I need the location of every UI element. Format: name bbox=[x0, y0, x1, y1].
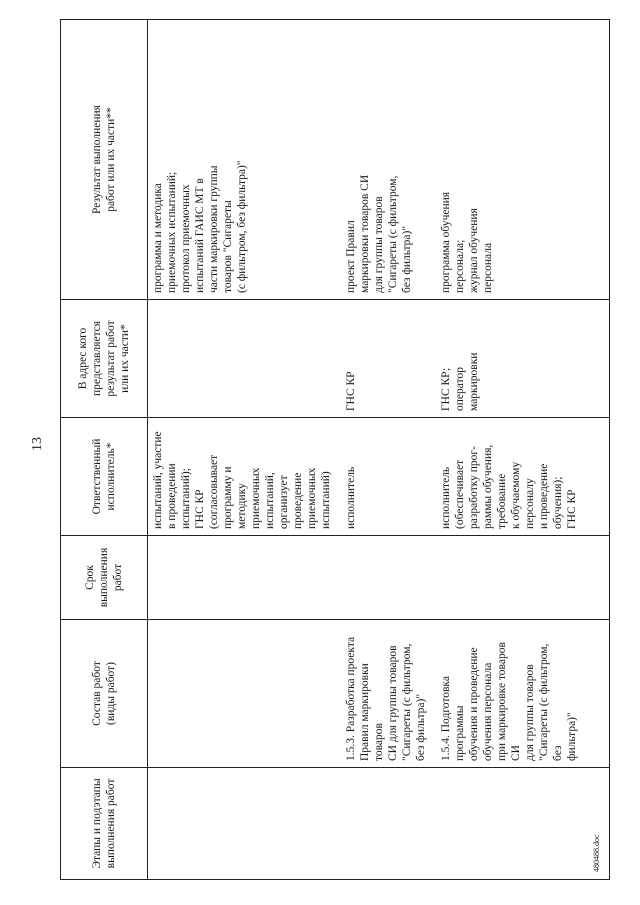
table-row bbox=[148, 20, 342, 880]
cell-composition: 1.5.3. Разработка проекта Правил маркировки товаров СИ для группы товаров "Сигареты (с фильтром, без фильтра)" bbox=[341, 620, 436, 768]
rotated-table-sheet bbox=[60, 20, 580, 880]
cell-term bbox=[436, 536, 610, 620]
table-header-row bbox=[61, 20, 148, 880]
cell-stage bbox=[436, 768, 610, 880]
cell-recipient: ГНС КР bbox=[341, 300, 436, 418]
work-stages-table bbox=[60, 19, 610, 880]
cell-responsible: исполнитель (обеспечивает разработку прог- раммы обучения, требование к обучаемому персоналу и проведение обучения); ГНС КР bbox=[436, 418, 610, 536]
header-responsible: Ответственный исполнитель* bbox=[61, 418, 148, 536]
cell-term bbox=[148, 536, 342, 620]
header-stages: Этапы и подэтапы выполнения работ bbox=[61, 768, 148, 880]
cell-recipient: ГНС КР; оператор маркировки bbox=[436, 300, 610, 418]
cell-composition: 1.5.4. Подготовка программы обучения и проведение обучения персонала при маркировке товаров СИ для группы товаров "Сигареты (с фильтром, без фильтра)" bbox=[436, 620, 610, 768]
cell-composition bbox=[148, 620, 342, 768]
cell-result: программа и методика приемочных испытаний; протокол приемочных испытаний ГАИС МТ в части маркировки группы товаров "Сигареты (с фильтром, без фильтра)" bbox=[148, 20, 342, 300]
cell-result: программа обучения персонала; журнал обучения персонала bbox=[436, 20, 610, 300]
cell-stage bbox=[341, 768, 436, 880]
header-composition: Состав работ (виды работ) bbox=[61, 620, 148, 768]
header-term: Срок выполнения работ bbox=[61, 536, 148, 620]
page-number: 13 bbox=[30, 437, 45, 451]
cell-responsible: исполнитель bbox=[341, 418, 436, 536]
cell-term bbox=[341, 536, 436, 620]
table-row bbox=[436, 20, 610, 880]
cell-result: проект Правил маркировки товаров СИ для группы товаров "Сигареты (с фильтром, без фильтра)" bbox=[341, 20, 436, 300]
footer-file-name: 480488.doc bbox=[592, 834, 601, 872]
cell-stage bbox=[148, 768, 342, 880]
cell-responsible: испытаний, участие в проведении испытаний); ГНС КР (согласовывает программу и методику приемочных испытаний, организует проведение приемочных испытаний) bbox=[148, 418, 342, 536]
header-result: Результат выполнения работ или их части** bbox=[61, 20, 148, 300]
cell-recipient bbox=[148, 300, 342, 418]
table-row bbox=[341, 20, 436, 880]
header-recipient: В адрес кого представляется результат работ или их части* bbox=[61, 300, 148, 418]
